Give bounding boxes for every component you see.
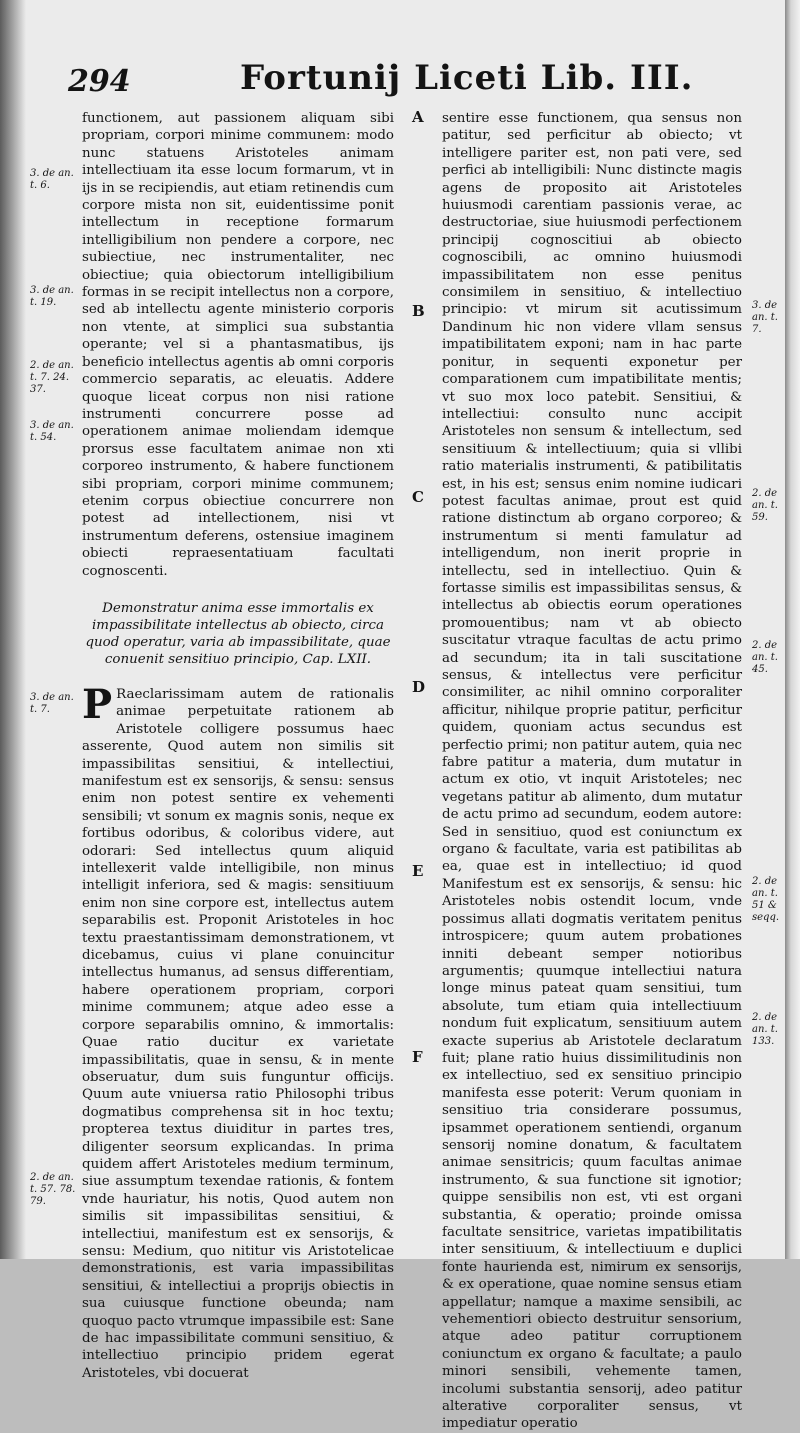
section-letter: C: [412, 488, 424, 506]
margin-note-left: 3. de an. t. 6.: [30, 168, 74, 191]
chapter-title: Demonstratur anima esse immortalis ex impassibilitate intellectus ab obiecto, circa quod operatur, varia ab impassibilitate, quae conuenit sensitiuo principio, Cap. LXII.: [85, 600, 391, 667]
margin-note-right: 2. de an. t. 51 & seqq.: [752, 876, 780, 923]
right-paragraph: sentire esse functionem, qua sensus non patitur, sed perficitur ab obiecto; vt intelligere pariter est, non pati vere, sed perfici ab intelligibili: Nunc distincte magis agens de proposito ait Aristoteles huiusmodi carentiam passionis verae, ac destructoriae, siue huiusmodi perfectionem principij cognoscitiui ab obiecto cognoscibili, ac omnino huiusmodi impassibilitatem non esse penitus consimilem in sensitiuo, & intellectiuo principio: vt mirum sit acutissimum Dandinum hic non videre vllam sensus impatibilitatem exponi; nam in hac parte ponitur, in sequenti exponetur per comparationem cum impatibilitate mentis; vt suo mox loco patebit. Sensitiui, & intellectiui: consulto nunc accipit Aristoteles non sensum & intellectum, sed sensitiuum & intellectiuum; quia si vllibi ratio materialis instrumenti, & patibilitatis est, in his est; sensus enim nomine iudicari potest facultas animae, prout est quid ratione distinctum ab organo corporeo; & instrumentum si menti famulatur ad intelligendum, non inerit proprie in intellectu, sed in intellectiuo. Quin & fortasse similis est impassibilitas sensus, & intellectus ab obiectis eorum operationes promouentibus; nam vt ab obiecto suscitatur vtraque facultas de actu primo ad secundum; ita in tali suscitatione sensus, & intellectus vere perficitur consimiliter, ac nihil omnino corporaliter afficitur, nihilque proprie patitur, perficitur quidem, quoniam actus secundus est perfectio primi; non patitur autem, quia nec fabre patitur a materia, dum mutatur in actum ex otio, vt inquit Aristoteles; nec vegetans patitur ab alimento, dum mutatur de actu primo ad secundum, eodem autore: Sed in sensitiuo, quod est coniunctum ex organo & facultate, varia est patibilitas ab ea, quae est in intellectiuo; id quod Manifestum est ex sensorijs, & sensu: hic Aristoteles nobis ostendit locum, vnde possimus allati dogmatis veritatem penitus introspicere; quum autem probationes inniti debeant semper notioribus argumentis; quumque intellectiui natura longe minus pateat quam sensitiui, tum absolute, tum etiam quia intellectiuum nondum fuit explicatum, sensitiuum autem exacte superius ab Aristotele declaratum fuit; plane ratio huius dissimilitudinis non ex intellectiuo, sed ex sensitiuo principio manifesta esse poterit: Verum quoniam in sensitiuo tria considerare possumus, ipsammet operationem sentiendi, organum sensorij nomine donatum, & facultatem animae sensitricis; quum facultas animae instrumento, & sua functione sit ignotior; quippe sensibilis non est, vti est organi substantia, & operatio; proinde omissa facultate sensitrice, varietas impatibilitatis inter sensitiuum, & intellectiuum e duplici fonte haurienda est, nimirum ex sensorijs, & ex operatione, quae nomine sensus etiam appellatur; namque a maxime sensibili, ac vehementiori obiecto destruitur sensorium, atque adeo patitur corruptionem coniunctum ex organo & facultate; a paulo minori sensibili, vehemente tamen, incolumi substantia sensorij, adeo patitur alterative corporaliter sensus, vt impediatur operatio: [442, 111, 742, 1432]
section-letter: E: [412, 862, 424, 880]
gutter-shadow: [0, 0, 26, 1259]
page-header: [60, 58, 740, 102]
margin-note-right: 3. de an. t. 7.: [752, 300, 778, 335]
margin-note-right: 2. de an. t. 133.: [752, 1012, 778, 1047]
left-paragraph-1: functionem, aut passionem aliquam sibi propriam, corpori minime communem: modo nunc statuens Aristoteles animam intellectiuam ita esse locum formarum, vt in ijs in se recipiendis, aut etiam retinendis cum corpore mista non sit, euidentissime ponit intellectum in receptione formarum intelligibilium non pendere a corpore, nec subiectiue, nec instrumentaliter, nec obiectiue; quia obiectorum intelligibilium formas in se recipit intellectus non a corpore, sed ab intellectu agente ministerio corporis non vtente, at simplici sua substantia operante; vel si a phantasmatibus, ijs beneficio intellectus agentis ab omni corporis commercio separatis, ac eleuatis. Addere quoque liceat corpus non nisi ratione instrumenti concurrere posse ad operationem animae moliendam idemque prorsus esse facultatem animae non xti corporeo instrumento, & habere functionem sibi propriam, corpori minime communem; etenim corpus obiectiue concurrere non potest ad intellectionem, nisi vt instrumentum deferens, ostensiue imaginem obiecti repraesentatiuam facultati cognoscenti.: [82, 111, 394, 579]
drop-cap: P: [82, 680, 113, 728]
page-number: 294: [68, 64, 131, 99]
margin-note-left: 3. de an. t. 54.: [30, 420, 74, 443]
margin-note-right: 2. de an. t. 45.: [752, 640, 778, 675]
left-column: [82, 110, 394, 1382]
right-column: [442, 110, 742, 1433]
section-letter: D: [412, 678, 426, 696]
running-title: Fortunij Liceti Lib. III.: [240, 58, 694, 98]
margin-note-left: 2. de an. t. 57. 78. 79.: [30, 1172, 76, 1207]
left-paragraph-2: [82, 680, 394, 1382]
margin-note-left: 3. de an. t. 7.: [30, 692, 74, 715]
section-letter: B: [412, 302, 425, 320]
section-letter: F: [412, 1048, 423, 1066]
margin-note-left: 3. de an. t. 19.: [30, 285, 74, 308]
section-letter: A: [412, 108, 424, 126]
next-page-edge: [785, 0, 800, 1259]
left-paragraph-2-text: Raeclarissimam autem de rationalis animae perpetuitate rationem ab Aristotele colligere possumus haec asserente, Quod autem non similis sit impassibilitas sensitiui, & intellectiui, manifestum est ex sensorijs, & sensu: sensus enim non potest sentire ex vehementi sensibili; vt sonum ex magnis sonis, neque ex fortibus odoribus, & coloribus videre, aut odorari: Sed intellectus quum aliquid intellexerit valde intelligibile, non minus intelligit inferiora, sed & magis: sensitiuum enim non sine corpore est, intellectus autem separabilis est. Proponit Aristoteles in hoc textu praestantissimam demonstrationem, vt dicebamus, cuius vi plane conuincitur intellectus humanus, ad sensus differentiam, habere operationem propriam, corpori minime communem; atque adeo esse a corpore separabilis omnino, & immortalis: Quae ratio ducitur ex varietate impassibilitatis, quae in sensu, & in mente obseruatur, dum suis funguntur officijs. Quum aute vniuersa ratio Philosophi tribus dogmatibus comprehensa sit in hoc textu; propterea textus diuiditur in partes tres, diligenter seorsum explicandas. In prima quidem affert Aristoteles medium terminum, siue assumptum texendae rationis, & fontem vnde hauriatur, his notis, Quod autem non similis sit impassibilitas sensitiui, & intellectiui, manifestum est ex sensorijs, & sensu: Medium, quo nititur vis Aristotelicae demonstrationis, est varia impassibilitas sensitiui, & intellectiui a proprijs obiectis in sua cuiusque functione obeunda; nam quoquo pacto vtrumque impassibile est: Sane de hac impassibilitate communi sensitiuo, & intellectiuo principio pridem egerat Aristoteles, vbi docuerat: [82, 686, 394, 1381]
margin-note-right: 2. de an. t. 59.: [752, 488, 778, 523]
margin-note-left: 2. de an. t. 7. 24. 37.: [30, 360, 74, 395]
